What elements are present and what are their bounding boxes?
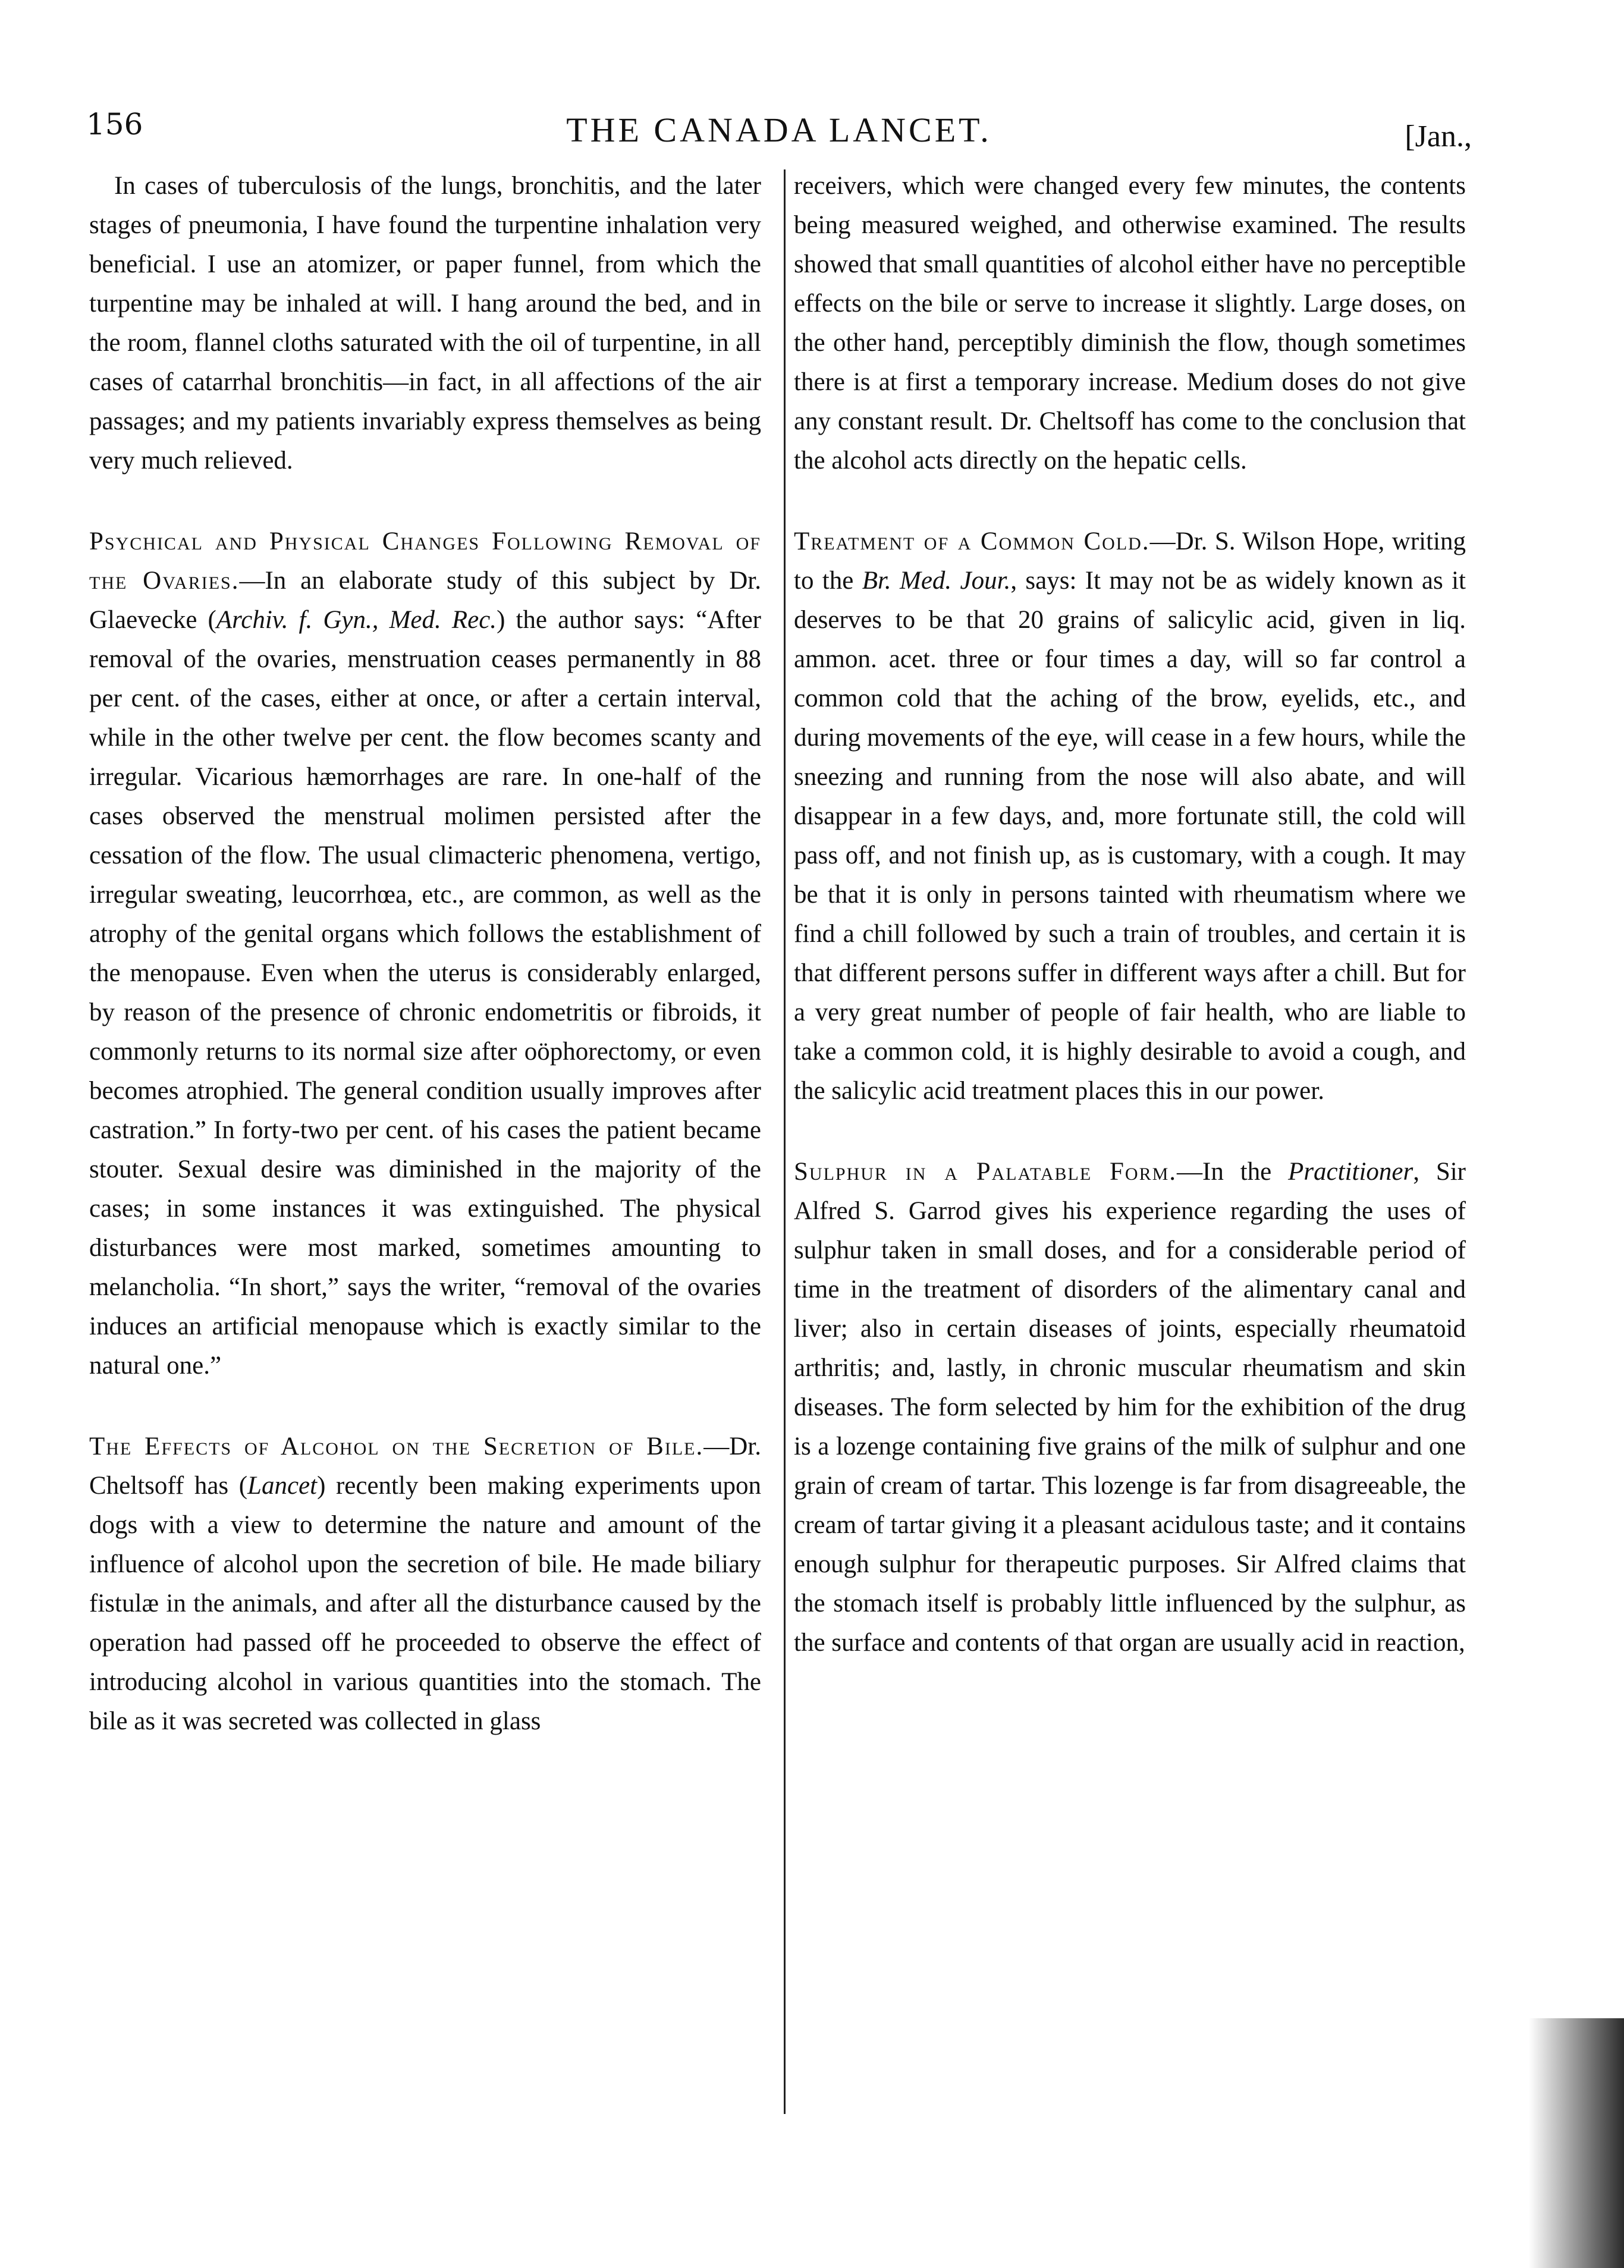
article-heading: The Effects of Alcohol on the Secretion of Bile. bbox=[89, 1433, 704, 1460]
page-header bbox=[86, 101, 1472, 167]
citation: Lancet bbox=[247, 1472, 318, 1500]
article-text: —Dr. Cheltsoff has ( bbox=[89, 1433, 761, 1500]
article-sulphur bbox=[794, 1152, 1466, 1663]
right-column bbox=[794, 167, 1466, 1663]
article-text: , says: It may not be as widely known as it deserves to be that 20 grains of salicylic acid, given in liq. ammon. acet. three or four times a day, will so far control a common cold that the aching of the brow, eyelids, etc., and during movements of the eye, will cease in a few hours, while the sneezing and running from the nose will also abate, and will disappear in a few days, and, more fortunate still, the cold will pass off, and not finish up, as is customary, with a cough. It may be that it is only in persons tainted with rheumatism where we find a chill followed by such a train of troubles, and certain it is that different persons suffer in different ways after a chill. But for a very great number of people of fair health, who are liable to take a common cold, it is highly desirable to avoid a cough, and the salicylic acid treatment places this in our power. bbox=[794, 567, 1466, 1105]
article-ovaries bbox=[89, 522, 761, 1386]
paragraph-turpentine: In cases of tuberculosis of the lungs, bronchitis, and the later stages of pneumonia, I have found the turpentine inhalation very beneficial. I use an atomizer, or paper funnel, from which the turpentine may be inhaled at will. I hang around the bed, and in the room, flannel cloths saturated with the oil of turpentine, in all cases of catarrhal bronchitis—in fact, in all affections of the air passages; and my patients invariably express themselves as being very much relieved. bbox=[89, 172, 761, 475]
article-text: ) recently been making experiments upon dogs with a view to determine the nature and amount of the influence of alcohol upon the secretion of bile. He made biliary fistulæ in the animals, and after all the disturbance caused by the operation had passed off he proceeded to observe the effect of introducing alcohol in various quantities into the stomach. The bile as it was secreted was collected in glass bbox=[89, 1472, 761, 1735]
article-text: , Sir Alfred S. Garrod gives his experience regarding the uses of sulphur taken in small doses, and for a considerable period of time in the treatment of disorders of the alimentary canal and liver; also in certain diseases of joints, especially rheumatoid arthritis; and, lastly, in chronic muscular rheumatism and skin diseases. The form selected by him for the exhibition of the drug is a lozenge containing five grains of the milk of sulphur and one grain of cream of tartar. This lozenge is far from disagreeable, the cream of tartar giving it a pleasant acidulous taste; and it contains enough sulphur for therapeutic purposes. Sir Alfred claims that the stomach itself is probably little influenced by the sulphur, as the surface and contents of that organ are usually acid in reaction, bbox=[794, 1158, 1466, 1657]
journal-title: THE CANADA LANCET. bbox=[566, 111, 992, 149]
article-alcohol-bile bbox=[89, 1427, 761, 1741]
article-heading: Treatment of a Common Cold. bbox=[794, 527, 1150, 555]
page-number: 156 bbox=[86, 107, 143, 142]
column-divider bbox=[784, 169, 786, 2114]
article-text: —Dr. S. Wilson Hope, writing to the bbox=[794, 527, 1466, 595]
citation: Br. Med. Jour. bbox=[862, 567, 1011, 595]
citation: Archiv. f. Gyn., Med. Rec. bbox=[216, 606, 497, 634]
article-common-cold bbox=[794, 522, 1466, 1111]
article-text: —In the bbox=[1177, 1158, 1289, 1186]
binding-shadow bbox=[1529, 2018, 1624, 2268]
article-heading: Psychical and Physical Changes Following Removal of the Ovaries. bbox=[89, 527, 761, 595]
issue-month: [Jan., bbox=[1405, 120, 1472, 153]
article-text: ) the author says: “After removal of the ovaries, menstruation ceases permanently in 88 per cent. of the cases, either at once, or after a certain interval, while in the other twelve per cent. the flow becomes scanty and irregular. Vicarious hæmorrhages are rare. In one-half of the cases observed the menstrual molimen persisted after the cessation of the flow. The usual climacteric phenomena, vertigo, irregular sweating, leucorrhœa, etc., are common, as well as the atrophy of the genital organs which follows the establishment of the menopause. Even when the uterus is considerably enlarged, by reason of the presence of chronic endometritis or fibroids, it commonly returns to its normal size after oöphorectomy, or even becomes atrophied. The general condition usually improves after castration.” In forty-two per cent. of his cases the patient became stouter. Sexual desire was diminished in the majority of the cases; in some instances it was extinguished. The physical disturbances were most marked, sometimes amounting to melancholia. “In short,” says the writer, “removal of the ovaries induces an artificial menopause which is exactly similar to the natural one.” bbox=[89, 606, 762, 1380]
left-column bbox=[89, 167, 761, 1741]
citation: Practitioner bbox=[1288, 1158, 1413, 1186]
article-text: —In an elaborate study of this subject by Dr. Glaevecke ( bbox=[89, 567, 762, 634]
paragraph-alcohol-continued: receivers, which were changed every few minutes, the contents being measured weighed, and otherwise examined. The results showed that small quantities of alcohol either have no perceptible effects on the bile or serve to increase it slightly. Large doses, on the other hand, perceptibly diminish the flow, though sometimes there is at first a temporary increase. Medium doses do not give any constant result. Dr. Cheltsoff has come to the conclusion that the alcohol acts directly on the hepatic cells. bbox=[794, 172, 1466, 475]
article-heading: Sulphur in a Palatable Form. bbox=[794, 1158, 1177, 1186]
